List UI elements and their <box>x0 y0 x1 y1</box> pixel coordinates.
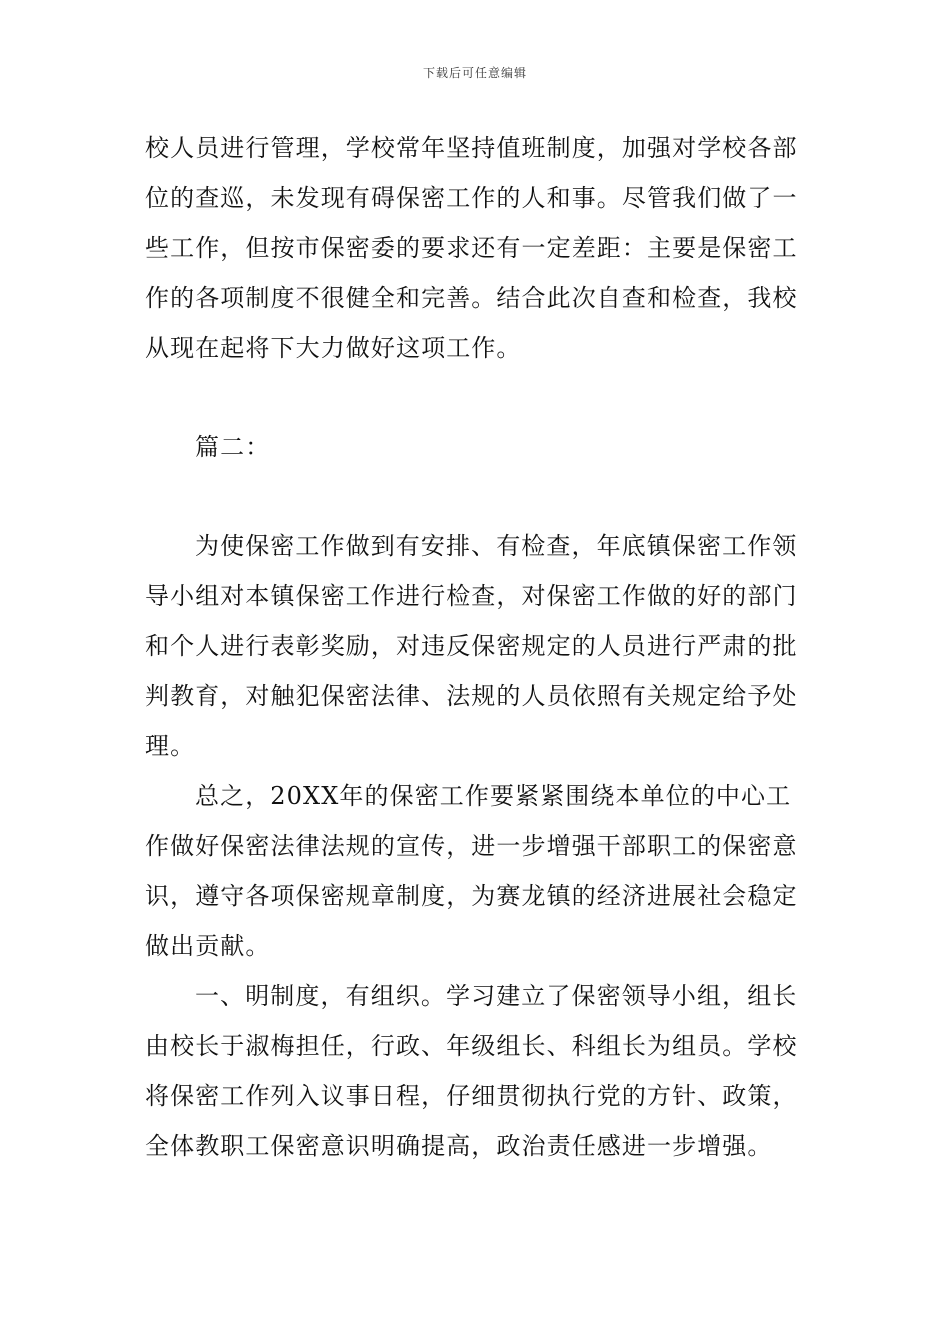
section-heading: 篇二： <box>195 433 271 461</box>
paragraph-continuation: 校人员进行管理，学校常年坚持值班制度，加强对学校各部位的查巡，未发现有碍保密工作的人和事。尽管我们做了一些工作，但按市保密委的要求还有一定差距：主要是保密工作的各项制度不很健全和完善。结合此次自查和检查，我校从现在起将下大力做好这项工作。 <box>145 134 798 362</box>
paragraph-system-organization: 一、明制度，有组织。学习建立了保密领导小组，组长由校长于淑梅担任，行政、年级组长、科组长为组员。学校将保密工作列入议事日程，仔细贯彻执行党的方针、政策，全体教职工保密意识明确提高，政治责任感进一步增强。 <box>145 982 798 1160</box>
page-header: 下载后可任意编辑 <box>422 66 527 80</box>
document-body <box>145 123 807 1171</box>
paragraph-inspection: 为使保密工作做到有安排、有检查，年底镇保密工作领导小组对本镇保密工作进行检查，对保密工作做的好的部门和个人进行表彰奖励，对违反保密规定的人员进行严肃的批判教育，对触犯保密法律、法规的人员依照有关规定给予处理。 <box>145 532 798 760</box>
paragraph-summary: 总之，20XX年的保密工作要紧紧围绕本单位的中心工作做好保密法律法规的宣传，进一步增强干部职工的保密意识，遵守各项保密规章制度，为赛龙镇的经济进展社会稳定做出贡献。 <box>145 782 798 960</box>
